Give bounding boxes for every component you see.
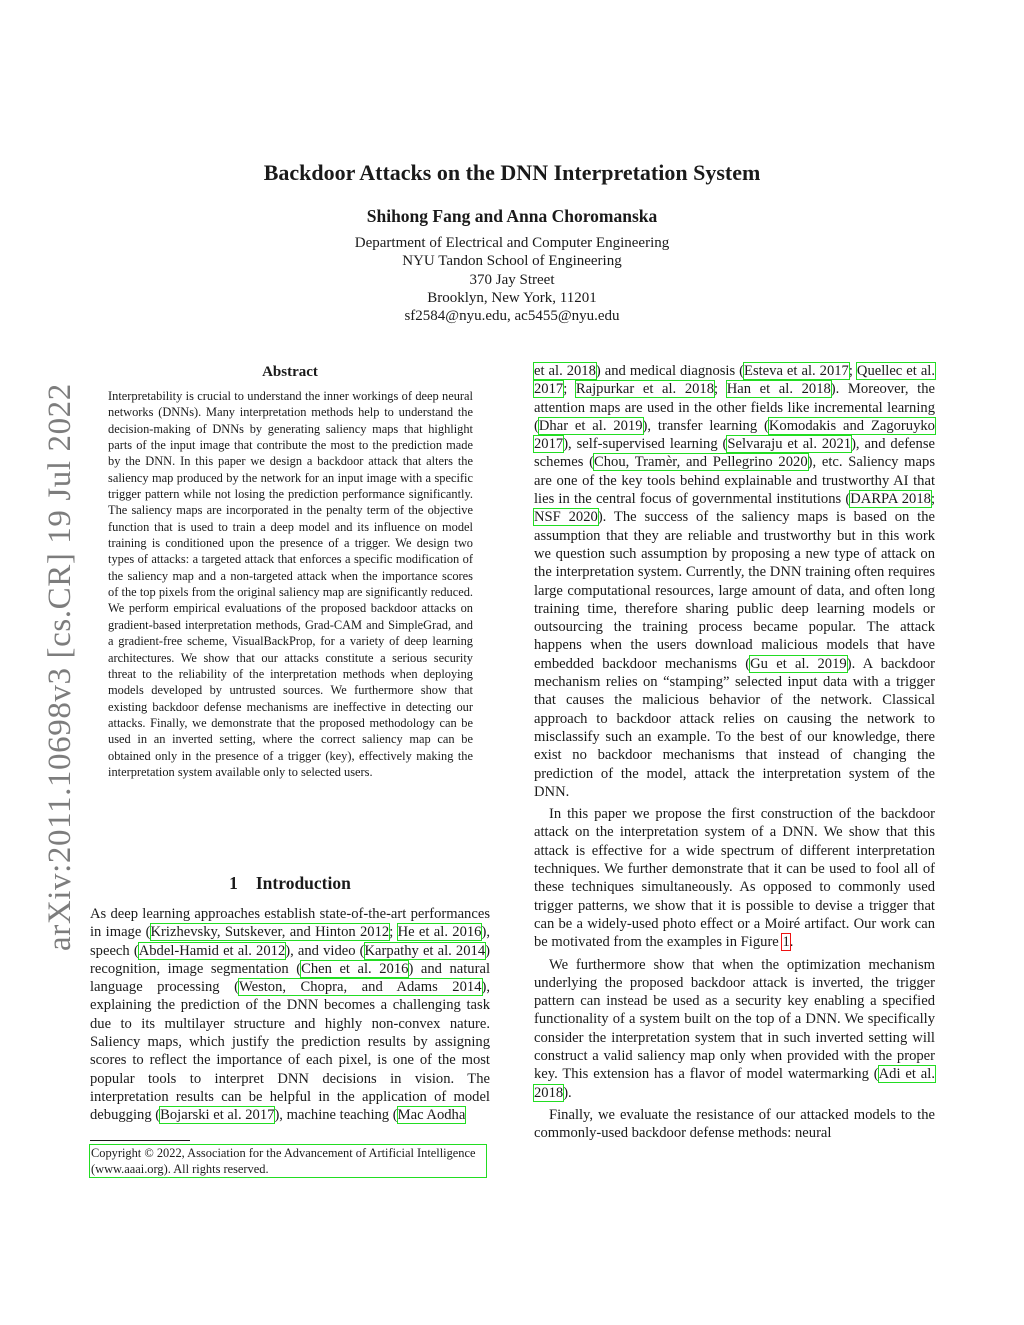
paragraph-text: ), and video ( — [285, 942, 365, 959]
citation-link[interactable]: Komodakis and Zagoruyko 2017 — [534, 417, 935, 453]
intro-paragraph-4 — [534, 1106, 935, 1143]
citation-link[interactable]: Gu et al. 2019 — [750, 655, 847, 672]
citation-link[interactable]: Krizhevsky, Sutskever, and Hinton 2012 — [150, 924, 390, 941]
paragraph-text: We furthermore show that when the optimization mechanism underlying the proposed backdoor attack is inverted, the trigger pattern can instead be used as a security key enabling a specified functionality of a system built on the top of a DNN. We specifically consider the interpretation system that in such inverted setting will construct a valid saliency map only when provided with the proper key. This extension has a flavor of model watermarking ( — [534, 956, 935, 1083]
paragraph-text: As deep learning approaches establish state-of-the-art performances in image ( — [90, 906, 490, 941]
paragraph-text: ), self-supervised learning ( — [563, 436, 728, 453]
intro-left-column — [90, 905, 490, 1125]
affiliation-line: NYU Tandon School of Engineering — [402, 253, 622, 270]
paragraph-text: ; — [389, 924, 398, 941]
section-title: Introduction — [255, 873, 351, 893]
paragraph-text: In this paper we propose the first construction of the backdoor attack on the interpretation system of a DNN. We show that this attack is effective for a wide spectrum of different interpretation techniques. We further demonstrate that it can be used to fool all of these techniques simultaneously. As opposed to commonly used trigger patterns, we show that it is possible to devise a trigger that can be a widely-used photo effect or a Moiré artifact. Our work can be motivated from the examples in Figure — [534, 806, 935, 951]
citation-link[interactable]: Quellec et al. 2017 — [534, 363, 935, 398]
paragraph-text: ), etc. Saliency maps are one of the key tools behind explainable and trustworthy AI that lies in the central focus of governmental institutions ( — [534, 454, 935, 508]
paragraph-text: ; — [930, 491, 935, 508]
citation-link[interactable]: Selvaraju et al. 2021 — [727, 436, 852, 453]
paragraph-text: ; — [563, 381, 576, 398]
paragraph-text: ), speech ( — [90, 924, 490, 959]
citation-link[interactable]: Abdel-Hamid et al. 2012 — [138, 942, 286, 959]
author-list: Shihong Fang and Anna Choromanska — [366, 206, 658, 226]
arxiv-identifier: arXiv:2011.10698v3 [cs.CR] 19 Jul 2022 — [42, 383, 78, 951]
intro-paragraph-3 — [534, 956, 935, 1102]
affiliation-line: Brooklyn, New York, 11201 — [427, 289, 597, 306]
section-heading-introduction — [88, 873, 492, 894]
citation-link[interactable]: Karpathy et al. 2014 — [364, 942, 486, 959]
section-number: 1 — [229, 873, 238, 893]
citation-link[interactable]: Bojarski et al. 2017 — [160, 1107, 275, 1124]
citation-link[interactable]: NSF 2020 — [534, 509, 598, 526]
affiliation-block — [0, 234, 1024, 325]
citation-link[interactable]: Rajpurkar et al. 2018 — [575, 381, 715, 398]
paragraph-text: ) and natural language processing ( — [90, 960, 490, 996]
abstract-heading: Abstract — [262, 364, 318, 380]
citation-link[interactable]: et al. 2018 — [534, 363, 596, 379]
paragraph-text: ). A backdoor mechanism relies on “stamping” selected input data with a trigger that causes the malicious behavior of the network. Classical approach to backdoor attack relies on causing the network to misclassify such an example. To the best of our knowledge, there exist no backdoor mechanisms that instead of changing the prediction of the model, attack the interpretation system of the DNN. — [534, 655, 935, 800]
abstract-text: Interpretability is crucial to understand the inner workings of deep neural networks (DNNs). Many interpretation methods help to understand the decision-making of DNNs by generating saliency maps that highlight parts of the input image that contribute the most to the prediction made by the DNN. In this paper we design a backdoor attack that alters the saliency map produced by the network for an input image with a specific trigger pattern while not losing the prediction performance significantly. The saliency maps are incorporated in the penalty term of the objective function that is used to train a deep model and its influence on model training is conditioned upon the presence of a trigger. We design two types of attacks: a targeted attack that enforces a specific modification of the saliency map and a non-targeted attack when the importance scores of the top pixels from the original saliency map are significantly reduced. We perform empirical evaluations of the proposed backdoor attacks on gradient-based interpretation methods, Grad-CAM and SimpleGrad, and a gradient-free scheme, VisualBackProp, for a variety of deep learning architectures. We show that our attacks constitute a serious security threat to the reliability of the interpretation methods when deploying models developed by untrusted sources. We furthermore show that existing backdoor defense mechanisms are ineffective in detecting our attacks. Finally, we demonstrate that the proposed methodology can be used in an inverted setting, where the correct saliency map can be obtained only in the presence of a trigger (key), effectively making the interpretation system available only to selected users. — [108, 389, 473, 779]
paragraph-text: ) and medical diagnosis ( — [595, 363, 745, 379]
affiliation-line: Department of Electrical and Computer Engineering — [354, 235, 670, 251]
intro-paragraph-2 — [534, 805, 935, 951]
citation-link[interactable]: Weston, Chopra, and Adams 2014 — [238, 979, 482, 996]
citation-link[interactable]: Adi et al. 2018 — [534, 1066, 935, 1101]
paragraph-text: . — [789, 934, 794, 951]
paragraph-text: ), and defense schemes ( — [534, 436, 935, 471]
figure-reference-link[interactable]: 1 — [782, 934, 790, 951]
paragraph-text: ). Moreover, the attention maps are used in the other fields like incremental learning ( — [534, 381, 935, 434]
paragraph-text: ), transfer learning ( — [642, 417, 769, 434]
paragraph-text: ). The success of the saliency maps is based on the assumption that they are reliable and trustworthy but in this work we question such assumption by proposing a new type of attack on the interpretation system. Currently, the DNN training often requires large computational resources, large amount of data, and often long training time, therefore sharing public deep learning models or outsourcing the training process became popular. The attack happens when the users download malicious models that have embedded backdoor mechanisms ( — [534, 509, 935, 672]
footnote-rule — [90, 1140, 190, 1141]
intro-right-column — [534, 362, 935, 1146]
paragraph-text: Finally, we evaluate the resistance of our attacked models to the commonly-used backdoor defense methods: neural — [534, 1106, 935, 1142]
citation-link[interactable]: Mac Aodha — [397, 1107, 466, 1124]
copyright-footnote[interactable]: Copyright © 2022, Association for the Advancement of Artificial Intelligence (www.aaai.org). All rights reserved. — [89, 1144, 487, 1178]
paragraph-text: ). — [563, 1084, 572, 1101]
intro-paragraph-1 — [90, 905, 490, 1125]
intro-paragraph-1-continued — [534, 362, 935, 801]
paragraph-text: ; — [714, 381, 727, 398]
paragraph-text: ), machine teaching ( — [274, 1107, 398, 1124]
paragraph-text: ), explaining the prediction of the DNN becomes a challenging task due to its multilayer structure and highly non-convex nature. Saliency maps, which justify the prediction results by assigning scores to reflect the importance of each pixel, is one of the most popular tools to interpret DNN decisions in vision. The interpretation results can be helpful in the application of model debugging ( — [90, 979, 491, 1124]
paragraph-text: ) recognition, image segmentation ( — [90, 942, 490, 977]
citation-link[interactable]: Esteva et al. 2017 — [744, 363, 849, 379]
citation-link[interactable]: DARPA 2018 — [850, 491, 931, 508]
paragraph-text: ; — [848, 363, 857, 379]
citation-link[interactable]: Chen et al. 2016 — [301, 960, 409, 977]
citation-link[interactable]: Dhar et al. 2019 — [538, 417, 643, 434]
citation-link[interactable]: Han et al. 2018 — [726, 381, 831, 398]
citation-link[interactable]: Chou, Tramèr, and Pellegrino 2020 — [594, 454, 808, 471]
affiliation-line: 370 Jay Street — [469, 271, 555, 288]
citation-link[interactable]: He et al. 2016 — [397, 924, 482, 941]
paper-title: Backdoor Attacks on the DNN Interpretation System — [263, 160, 761, 185]
author-emails: sf2584@nyu.edu, ac5455@nyu.edu — [404, 308, 620, 325]
